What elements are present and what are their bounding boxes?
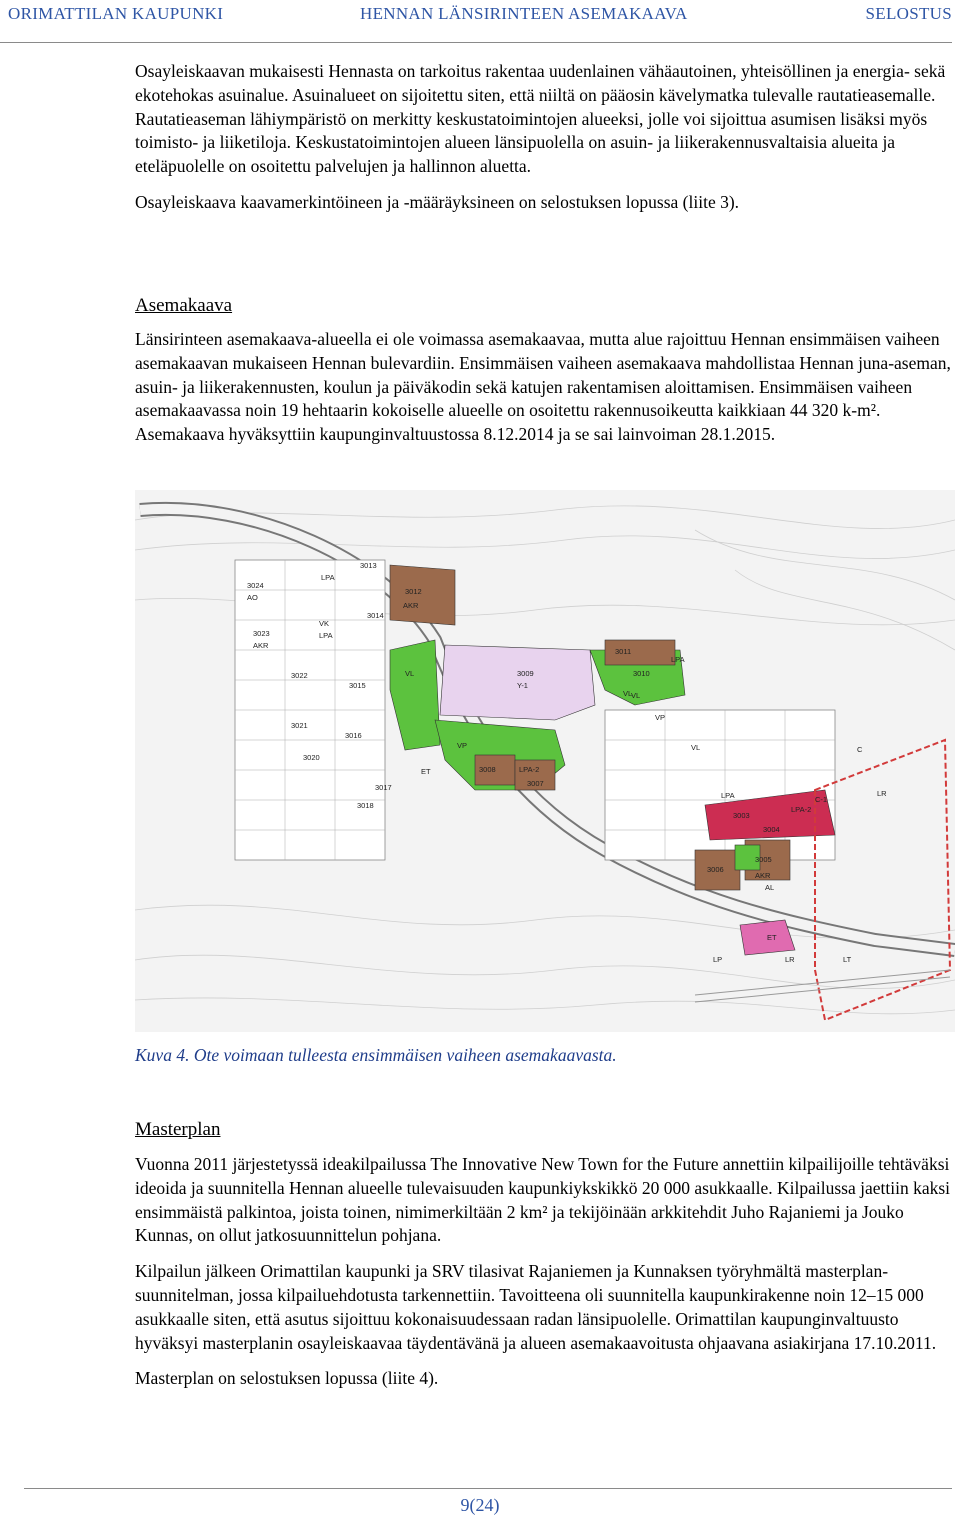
- map-label: 3024: [247, 581, 264, 590]
- map-label: AKR: [403, 601, 419, 610]
- map-label: 3023: [253, 629, 270, 638]
- header-rule: [0, 42, 952, 43]
- map-label: VL: [691, 743, 701, 752]
- map-label: LPA-2: [519, 765, 540, 774]
- map-label: LPA: [321, 573, 335, 582]
- masterplan-paragraph-2: Kilpailun jälkeen Orimattilan kaupunki ja SRV tilasivat Rajaniemen ja Kunnaksen työryhmältä masterplan-suunnitelman, jossa kilpailuehdotusta tarkennettiin. Tavoitteena oli suunnitella kaupunkirakenne noin 12–15 000 asukkaalle siten, että asutus sijoittuu kokonaisuudessaan radan länsipuolelle. Orimattilan kaupunginvaltuusto hyväksyi masterplanin osayleiskaavaa täydentävänä ja alueen asemakaavoitusta ohjaavana asiakirjana 17.10.2011.: [135, 1261, 937, 1353]
- map-label: 3014: [367, 611, 384, 620]
- map-label: 3021: [291, 721, 308, 730]
- asemakaava-heading: Asemakaava: [135, 295, 233, 316]
- map-label: VP: [457, 741, 468, 750]
- header-document-title: HENNAN LÄNSIRINTEEN ASEMAKAAVA: [360, 4, 688, 23]
- map-label: C-1: [815, 795, 828, 804]
- map-label: LR: [877, 789, 887, 798]
- asemakaava-section: [135, 294, 955, 447]
- map-label: 3012: [405, 587, 422, 596]
- map-label: 3015: [349, 681, 366, 690]
- map-label: 3004: [763, 825, 780, 834]
- masterplan-paragraph-3: Masterplan on selostuksen lopussa (liite 4).: [135, 1368, 439, 1389]
- map-label: Y-1: [517, 681, 528, 690]
- map-label: ET: [767, 933, 777, 942]
- map-label: AO: [247, 593, 258, 602]
- map-label: 3009: [517, 669, 534, 678]
- map-label: 3011: [615, 647, 632, 656]
- header-section: SELOSTUS: [865, 4, 952, 23]
- map-label: 3022: [291, 671, 308, 680]
- map-label: C: [857, 745, 863, 754]
- zoning-map: [135, 490, 955, 1032]
- map-label: VL: [405, 669, 415, 678]
- map-label: VL: [631, 691, 641, 700]
- intro-paragraph-1: Osayleiskaavan mukaisesti Hennasta on tarkoitus rakentaa uudenlainen vähäautoinen, yhteisöllinen ja energia- sekä ekotehokas asuinalue. Asuinalueet on sijoitettu siten, että niiltä on pääosin kävelymatka tulevalle rautatieasemalle. Rautatieaseman lähiympäristö on merkitty keskustatoimintojen alueeksi, jolle voi sijoittua asumisen lisäksi myös toimisto- ja liiketiloja. Keskustatoimintojen alueen länsipuolella on asuin- ja liikerakennusvaltaisia alueita ja eteläpuolelle on osoitettu palvelujen ja hallinnon aluetta.: [135, 61, 946, 177]
- map-label: LPA: [721, 791, 735, 800]
- intro-paragraph-2: Osayleiskaava kaavamerkintöineen ja -määräyksineen on selostuksen lopussa (liite 3).: [135, 191, 740, 212]
- map-label: 3020: [303, 753, 320, 762]
- map-label: LR: [785, 955, 795, 964]
- map-label: 3003: [733, 811, 750, 820]
- map-label: AL: [765, 883, 775, 892]
- residential-blocks-west: [235, 560, 385, 860]
- map-label: 3008: [479, 765, 496, 774]
- map-label: VK: [319, 619, 330, 628]
- masterplan-paragraph-1: Vuonna 2011 järjestetyssä ideakilpailussa The Innovative New Town for the Future annettiin kilpailijoille tehtäväksi ideoida ja suunnitella Hennan alueelle tulevaisuuden kaupunkiykskikkö 20 000 asukkaalle. Kilpailussa jaettiin kaksi ensimmäistä palkintoa, joista toinen, nimimerkiltään 2 km² ja tekijöinään arkkitehdit Juho Rajaniemi ja Jouko Kunnas, on ollut jatkosuunnittelun pohjana.: [135, 1154, 951, 1246]
- masterplan-heading: Masterplan: [135, 1119, 221, 1140]
- map-label: LPA: [319, 631, 333, 640]
- map-label: LPA: [671, 655, 685, 664]
- map-label: LP: [713, 955, 723, 964]
- map-label: 3017: [375, 783, 392, 792]
- intro-section: [135, 60, 955, 215]
- akr-block-north: [390, 565, 455, 625]
- map-label: 3016: [345, 731, 362, 740]
- map-label: ET: [421, 767, 431, 776]
- map-label: 3018: [357, 801, 374, 810]
- map-label: AKR: [253, 641, 269, 650]
- asemakaava-paragraph: Länsirinteen asemakaava-alueella ei ole voimassa asemakaavaa, mutta alue rajoittuu Hennan ensimmäisen vaiheen asemakaavan mukaiseen Hennan bulevardiin. Ensimmäisen vaiheen asemakaava mahdollistaa Hennan juna-aseman, asuin- ja liikerakennusten, koulun ja päiväkodin sekä katujen rakentamisen aloittamisen. Ensimmäisen vaiheen asemakaavassa noin 19 hehtaarin kokoiselle alueelle on osoitettu rakennusoikeutta kaikkiaan 44 320 k-m². Asemakaava hyväksyttiin kaupunginvaltuustossa 8.12.2014 ja se sai lainvoiman 28.1.2015.: [135, 329, 951, 445]
- map-label: VL: [623, 689, 633, 698]
- map-label: AKR: [755, 871, 771, 880]
- map-label: VP: [655, 713, 666, 722]
- map-label: LPA-2: [791, 805, 812, 814]
- map-label: 3007: [527, 779, 544, 788]
- footer-rule: [24, 1488, 952, 1489]
- zoning-map-figure: [135, 490, 955, 1032]
- map-label: 3005: [755, 855, 772, 864]
- page-header: [0, 0, 960, 36]
- map-label: LT: [843, 955, 852, 964]
- page-number: 9(24): [460, 1495, 500, 1515]
- header-organization: ORIMATTILAN KAUPUNKI: [8, 4, 224, 23]
- figure-caption: Kuva 4. Ote voimaan tulleesta ensimmäisen vaiheen asemakaavasta.: [135, 1045, 617, 1065]
- map-label: 3013: [360, 561, 377, 570]
- map-label: 3006: [707, 865, 724, 874]
- map-label: 3010: [633, 669, 650, 678]
- masterplan-section: [135, 1118, 955, 1391]
